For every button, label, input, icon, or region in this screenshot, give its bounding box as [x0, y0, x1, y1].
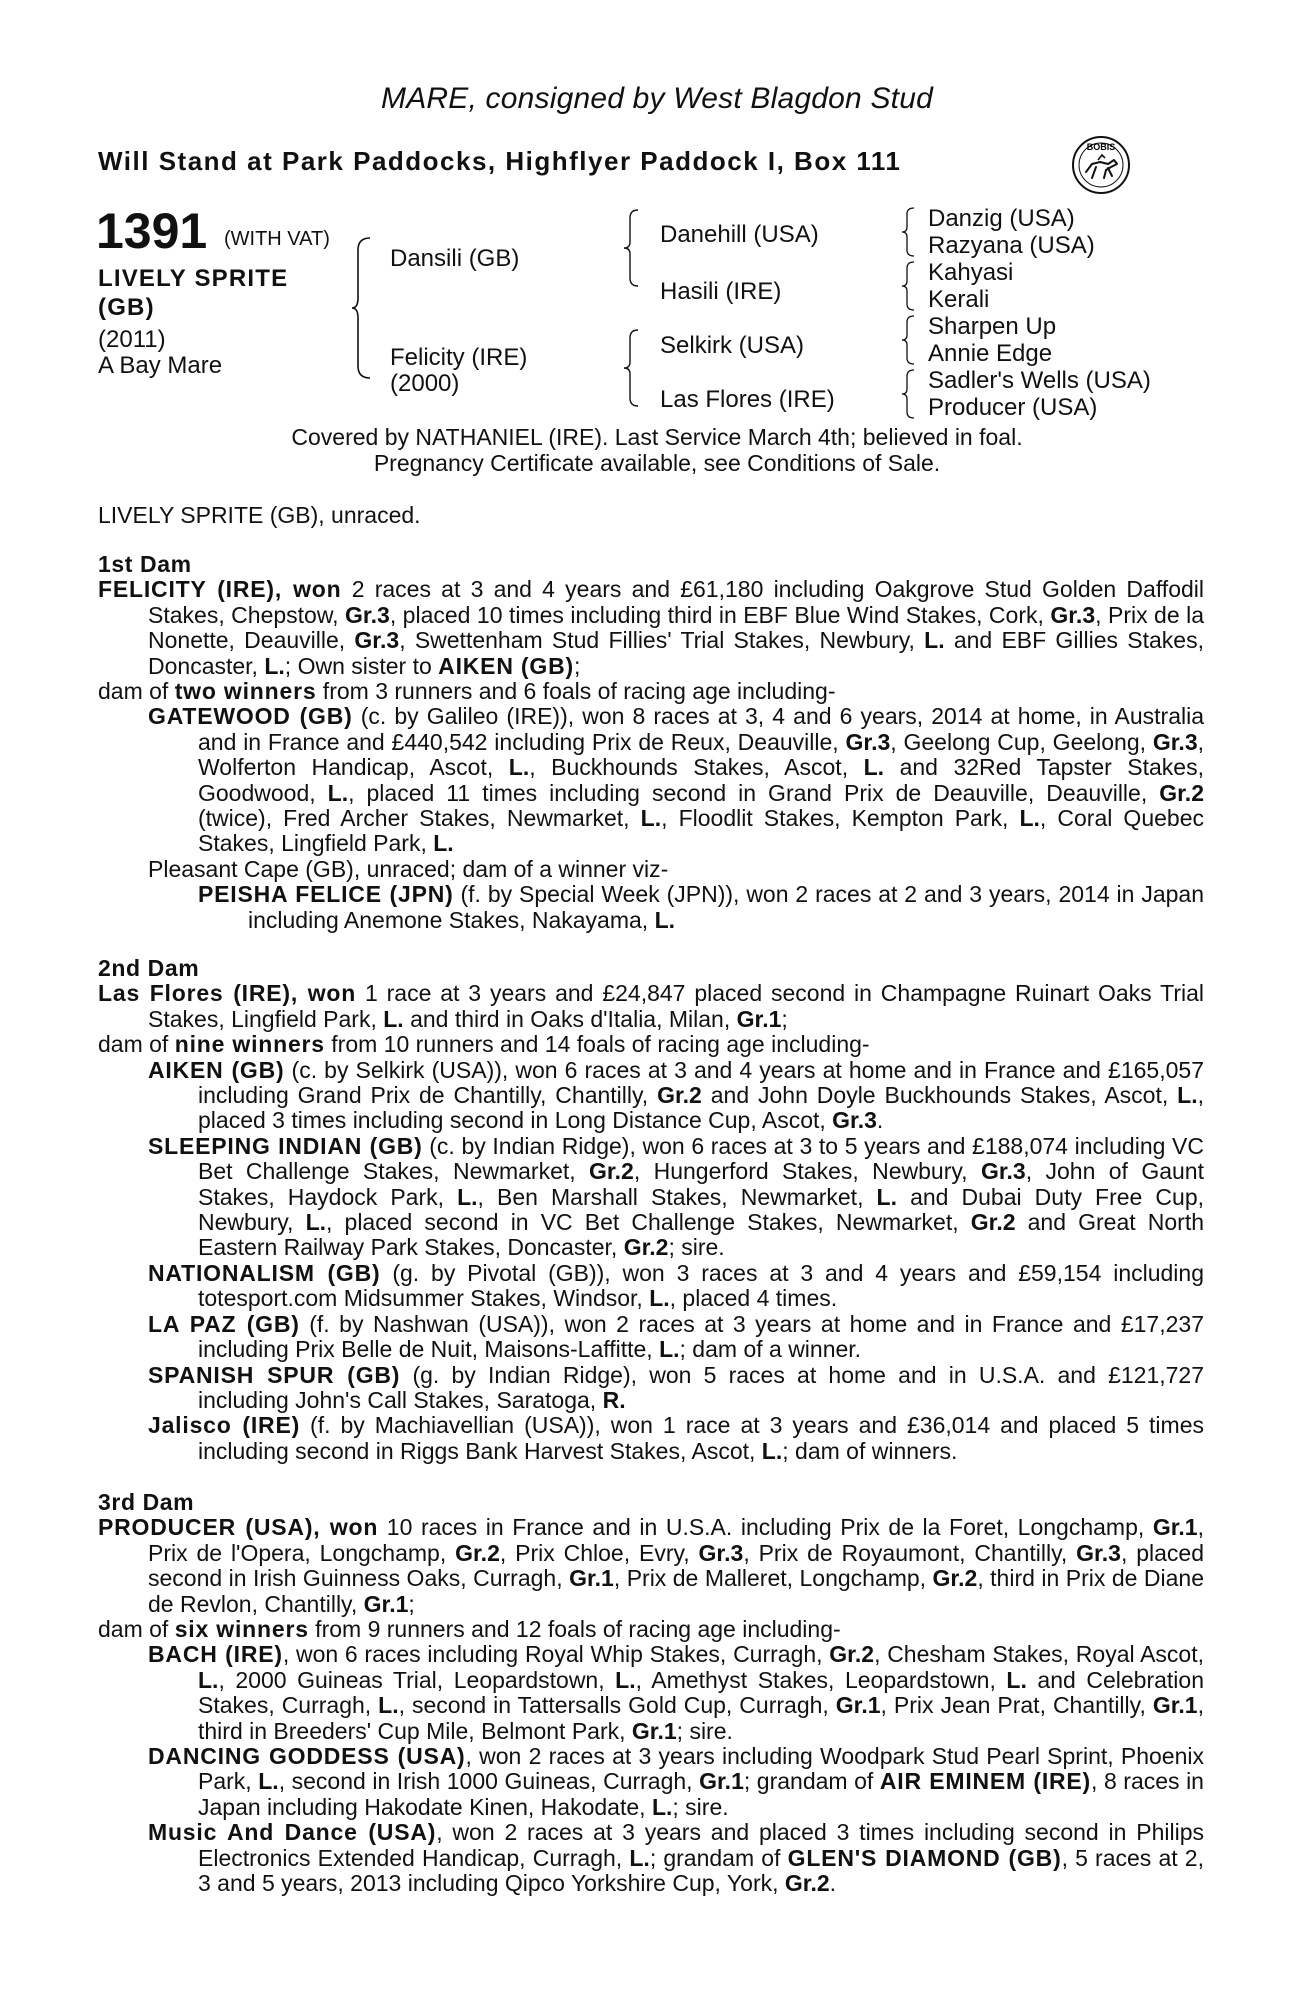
progeny-nationalism: NATIONALISM (GB) (g. by Pivotal (GB)), won 3 races at 3 and 4 years and £59,154 including totesport.com Midsummer Stakes, Windsor, L., placed 4 times.	[148, 1259, 1204, 1312]
consignor-line: MARE, consigned by West Blagdon Stud	[381, 82, 933, 115]
pedigree-brace-g1	[900, 206, 918, 258]
pedigree-gg-7: Sadler's Wells (USA)	[928, 367, 1151, 394]
pedigree-sire-dam: Hasili (IRE)	[660, 278, 782, 305]
pedigree-brace-sire	[622, 208, 642, 288]
second-dam-paragraph: Las Flores (IRE), won 1 race at 3 years and £24,847 placed second in Champagne Ruinart Oaks Trial Stakes, Lingfield Park, L. and third in Oaks d'Italia, Milan, Gr.1;	[98, 980, 1204, 1032]
pedigree-dam-year: (2000)	[390, 370, 460, 397]
pedigree-sire-sire: Danehill (USA)	[660, 221, 819, 248]
first-dam-section	[98, 552, 1204, 933]
progeny-spanish-spur: SPANISH SPUR (GB) (g. by Indian Ridge), won 5 races at home and in U.S.A. and £121,727 including John's Call Stakes, Saratoga, R.	[148, 1361, 1205, 1413]
covering-line-2: Pregnancy Certificate available, see Conditions of Sale.	[373, 450, 941, 476]
third-dam-paragraph: PRODUCER (USA), won 10 races in France and in U.S.A. including Prix de la Foret, Longchamp, Gr.1, Prix de l'Opera, Longchamp, Gr.2, Prix Chloe, Evry, Gr.3, Prix de Royaumont, Chantilly, Gr.3, placed second in Irish Guinness Oaks, Curragh, Gr.1, Prix de Malleret, Longchamp, Gr.2, third in Prix de Diane de Revlon, Chantilly, Gr.1;	[98, 1514, 1204, 1617]
pedigree-brace-g3	[900, 314, 918, 366]
horse-year: (2011)	[98, 326, 166, 353]
covering-note	[0, 424, 1314, 476]
progeny-gatewood: GATEWOOD (GB) (c. by Galileo (IRE)), won 8 races at 3, 4 and 6 years, 2014 at home, in Australia and in France and £440,542 including Prix de Reux, Deauville, Gr.3, Geelong Cup, Geelong, Gr.3, Wolferton Handicap, Ascot, L., Buckhounds Stakes, Ascot, L. and 32Red Tapster Stakes, Goodwood, L., placed 11 times including second in Grand Prix de Deauville, Deauville, Gr.2 (twice), Fred Archer Stakes, Newmarket, L., Floodlit Stakes, Kempton Park, L., Coral Quebec Stakes, Lingfield Park, L.	[148, 703, 1205, 857]
progeny-music-and-dance: Music And Dance (USA), won 2 races at 3 years and placed 3 times including second in Philips Electronics Extended Handicap, Curragh, L.; grandam of GLEN'S DIAMOND (GB), 5 races at 2, 3 and 5 years, 2013 including Qipco Yorkshire Cup, York, Gr.2.	[148, 1819, 1205, 1897]
second-dam-produce-intro: dam of nine winners from 10 runners and 14 foals of racing age including-	[98, 1031, 870, 1058]
pedigree-gg-1: Danzig (USA)	[928, 205, 1075, 232]
pedigree-dam-dam: Las Flores (IRE)	[660, 386, 835, 413]
horse-name: LIVELY SPRITE (GB)	[98, 265, 289, 321]
pedigree-gg-5: Sharpen Up	[928, 313, 1057, 340]
progeny-peisha-felice: PEISHA FELICE (JPN) (f. by Special Week (JPN)), won 2 races at 2 and 3 years, 2014 in Japan including Anemone Stakes, Nakayama, L.	[198, 881, 1204, 933]
svg-text:BOBIS: BOBIS	[1086, 142, 1116, 152]
progeny-bach: BACH (IRE), won 6 races including Royal Whip Stakes, Curragh, Gr.2, Chesham Stakes, Royal Ascot, L., 2000 Guineas Trial, Leopardstown, L., Amethyst Stakes, Leopardstown, L. and Celebration Stakes, Curragh, L., second in Tattersalls Gold Cup, Curragh, Gr.1, Prix Jean Prat, Chantilly, Gr.1, third in Breeders' Cup Mile, Belmont Park, Gr.1; sire.	[148, 1641, 1204, 1744]
pedigree-sire: Dansili (GB)	[390, 245, 520, 272]
first-dam-heading: 1st Dam	[98, 551, 192, 577]
pedigree-brace-dam	[622, 328, 642, 408]
pedigree-dam-sire: Selkirk (USA)	[660, 332, 805, 359]
second-dam-section	[98, 956, 1204, 1464]
pedigree-brace-main	[350, 236, 374, 380]
pedigree-gg-3: Kahyasi	[928, 259, 1014, 286]
racing-record: LIVELY SPRITE (GB), unraced.	[98, 502, 421, 528]
horse-description: A Bay Mare	[98, 352, 223, 379]
third-dam-heading: 3rd Dam	[98, 1489, 195, 1515]
progeny-jalisco: Jalisco (IRE) (f. by Machiavellian (USA)), won 1 race at 3 years and £36,014 and placed 5 times including second in Riggs Bank Harvest Stakes, Ascot, L.; dam of winners.	[148, 1412, 1204, 1464]
pedigree-brace-g2	[900, 260, 918, 312]
progeny-sleeping-indian: SLEEPING INDIAN (GB) (c. by Indian Ridge), won 6 races at 3 to 5 years and £188,074 including VC Bet Challenge Stakes, Newmarket, Gr.2, Hungerford Stakes, Newbury, Gr.3, John of Gaunt Stakes, Haydock Park, L., Ben Marshall Stakes, Newmarket, L. and Dubai Duty Free Cup, Newbury, L., placed second in VC Bet Challenge Stakes, Newmarket, Gr.2 and Great North Eastern Railway Park Stakes, Doncaster, Gr.2; sire.	[148, 1132, 1205, 1261]
progeny-pleasant-cape: Pleasant Cape (GB), unraced; dam of a winner viz-	[148, 855, 669, 882]
pedigree-gg-8: Producer (USA)	[928, 394, 1098, 421]
pedigree-gg-2: Razyana (USA)	[928, 232, 1095, 259]
pedigree-gg-6: Annie Edge	[928, 340, 1053, 367]
lot-number: 1391	[96, 203, 208, 259]
first-dam-produce-intro: dam of two winners from 3 runners and 6 foals of racing age including-	[98, 678, 836, 705]
third-dam-section	[98, 1490, 1204, 1897]
covering-line-1: Covered by NATHANIEL (IRE). Last Service March 4th; believed in foal.	[291, 424, 1023, 450]
bobis-logo-icon	[1070, 134, 1132, 196]
second-dam-heading: 2nd Dam	[98, 955, 200, 981]
third-dam-produce-intro: dam of six winners from 9 runners and 12 foals of racing age including-	[98, 1616, 841, 1643]
pedigree-brace-g4	[900, 368, 918, 420]
progeny-dancing-goddess: DANCING GODDESS (USA), won 2 races at 3 years including Woodpark Stud Pearl Sprint, Phoenix Park, L., second in Irish 1000 Guineas, Curragh, Gr.1; grandam of AIR EMINEM (IRE), 8 races in Japan including Hakodate Kinen, Hakodate, L.; sire.	[148, 1743, 1205, 1820]
stabling-location: Will Stand at Park Paddocks, Highflyer Paddock I, Box 111	[98, 146, 902, 176]
vat-note: (WITH VAT)	[224, 228, 330, 250]
pedigree-gg-4: Kerali	[928, 286, 990, 313]
pedigree-dam: Felicity (IRE)	[390, 344, 528, 371]
progeny-aiken: AIKEN (GB) (c. by Selkirk (USA)), won 6 races at 3 and 4 years at home and in France and £165,057 including Grand Prix de Chantilly, Chantilly, Gr.2 and John Doyle Buckhounds Stakes, Ascot, L., placed 3 times including second in Long Distance Cup, Ascot, Gr.3.	[148, 1056, 1204, 1134]
first-dam-paragraph: FELICITY (IRE), won 2 races at 3 and 4 years and £61,180 including Oakgrove Stud Golden Daffodil Stakes, Chepstow, Gr.3, placed 10 times including third in EBF Blue Wind Stakes, Cork, Gr.3, Prix de la Nonette, Deauville, Gr.3, Swettenham Stud Fillies' Trial Stakes, Newbury, L. and EBF Gillies Stakes, Doncaster, L.; Own sister to AIKEN (GB);	[98, 576, 1205, 679]
progeny-la-paz: LA PAZ (GB) (f. by Nashwan (USA)), won 2 races at 3 years at home and in France and £17,237 including Prix Belle de Nuit, Maisons-Laffitte, L.; dam of a winner.	[148, 1310, 1204, 1363]
